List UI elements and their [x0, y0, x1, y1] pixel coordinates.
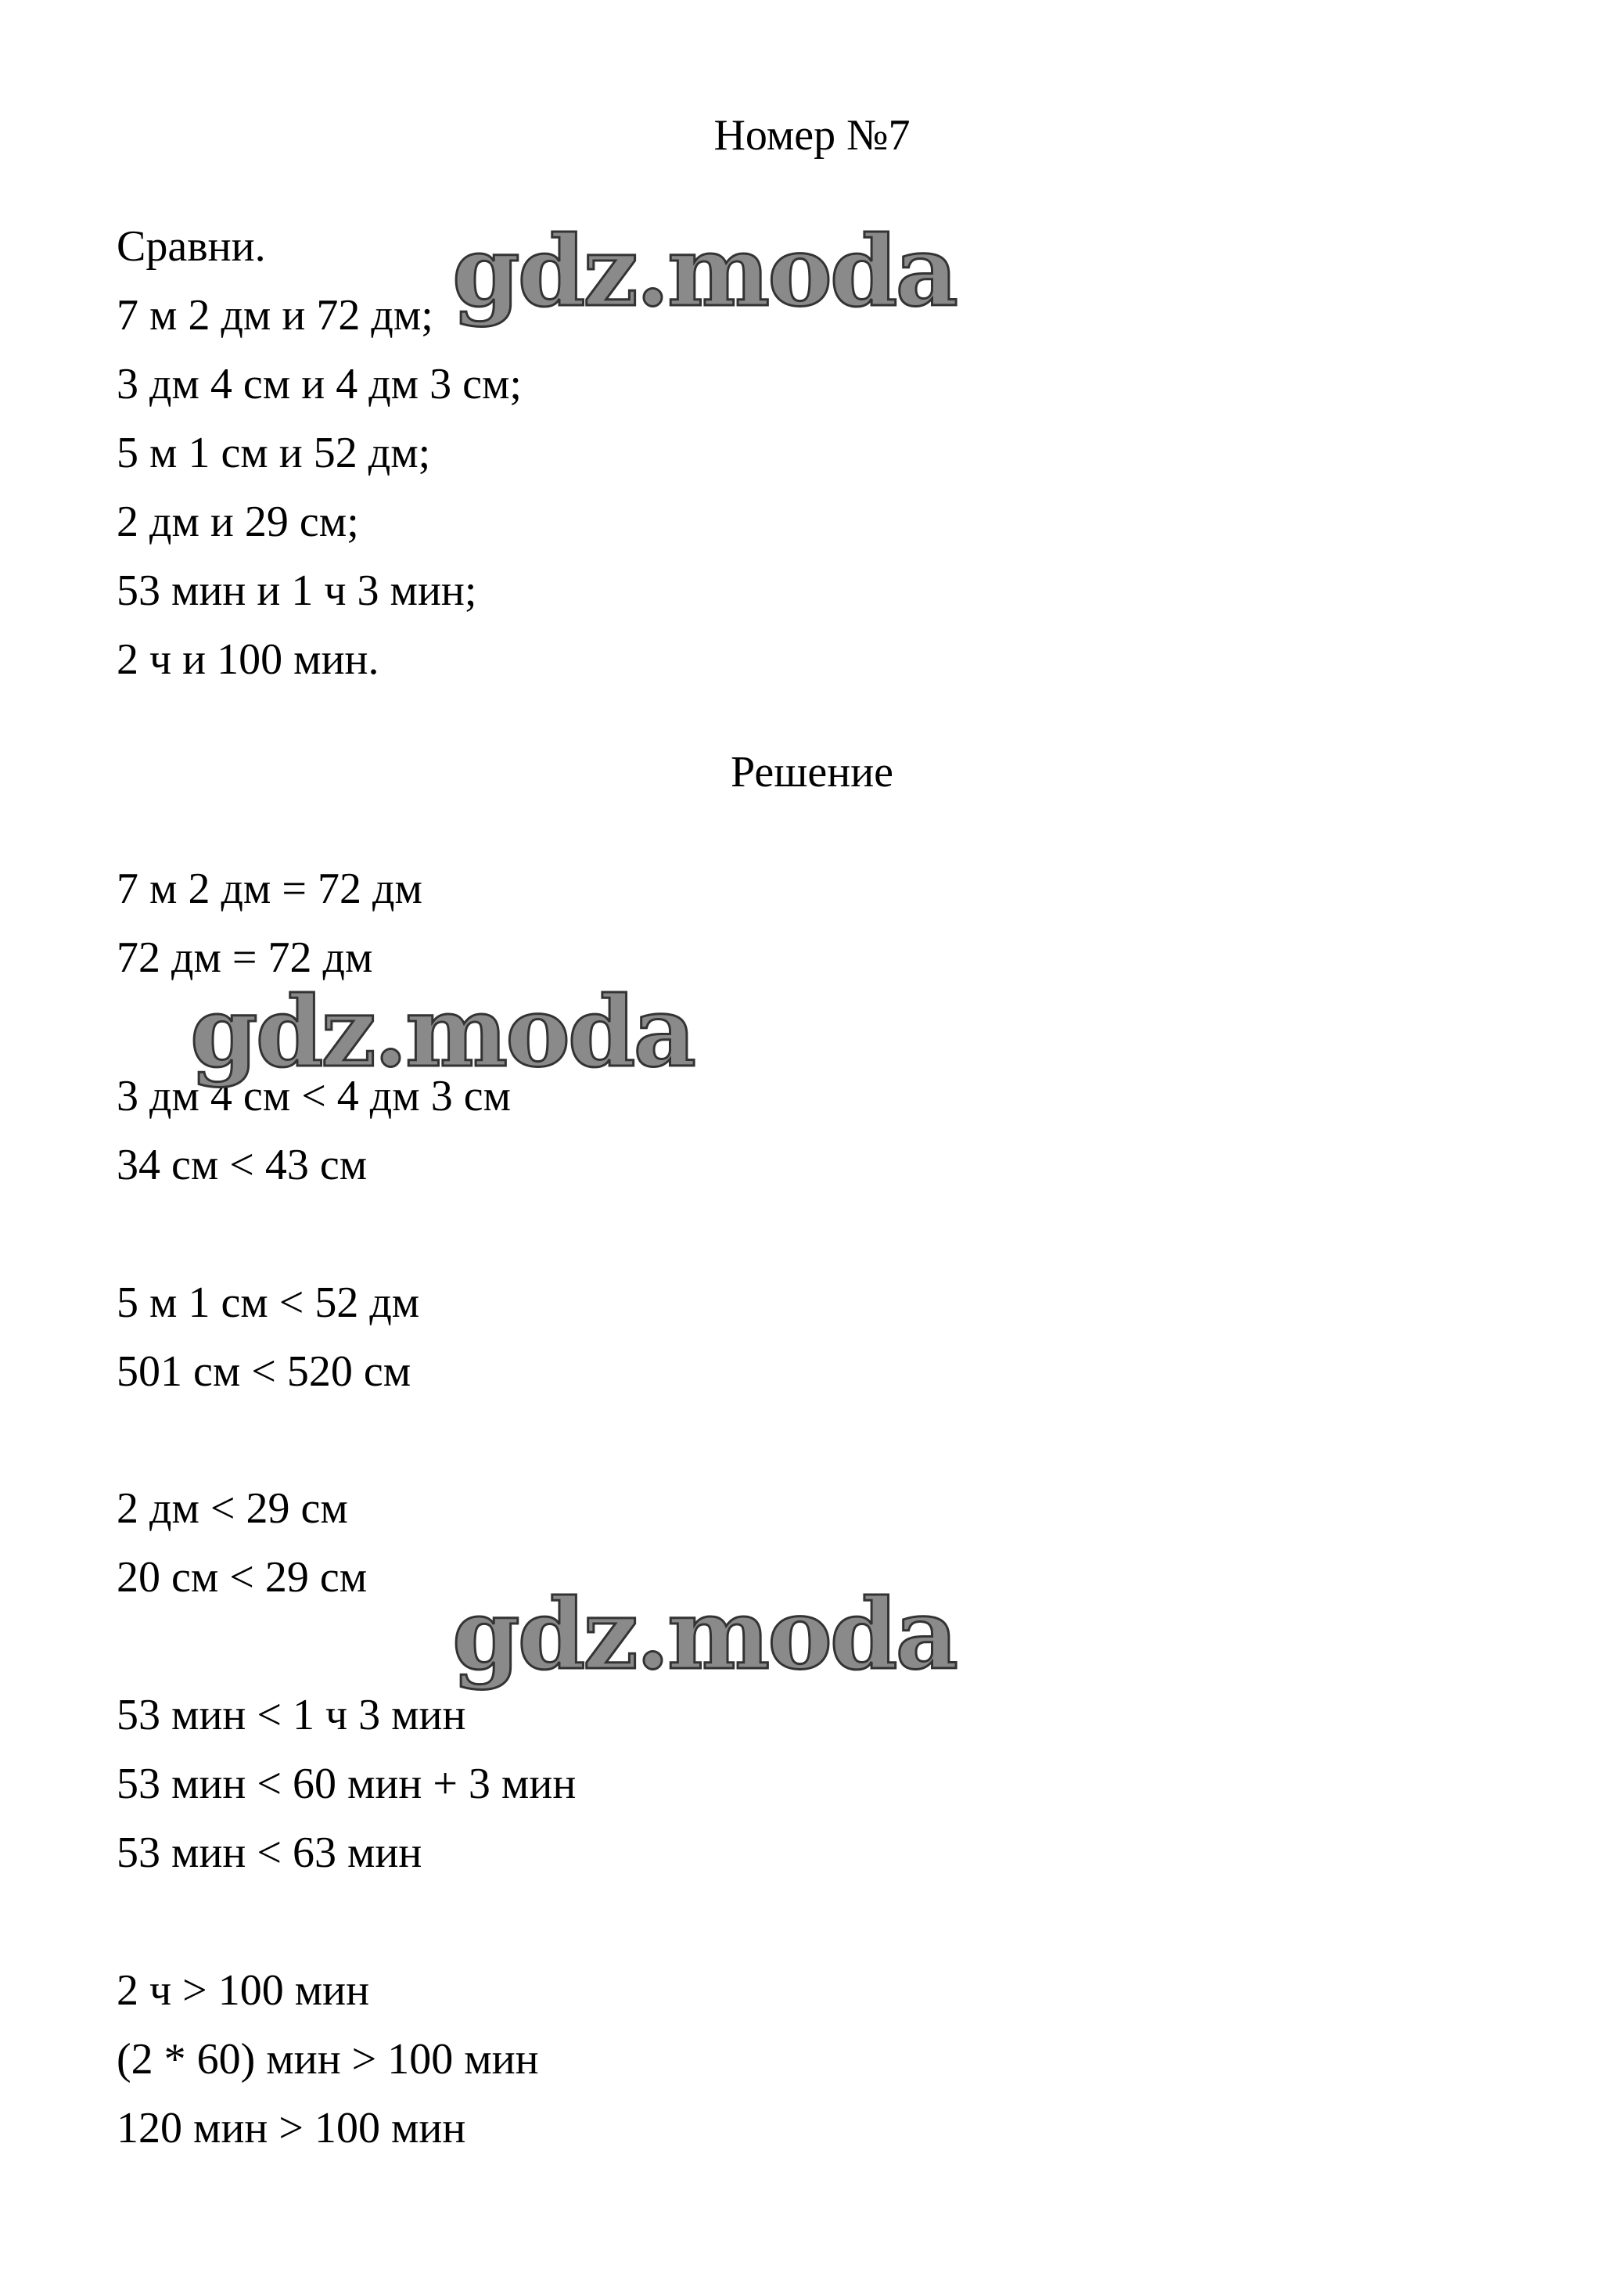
solution-line: 2 ч > 100 мин — [117, 1966, 370, 2015]
task-item: 3 дм 4 см и 4 дм 3 см; — [117, 360, 522, 408]
solution-line: 501 см < 520 см — [117, 1347, 411, 1396]
solution-heading: Решение — [730, 748, 894, 796]
solution-line: 7 м 2 дм = 72 дм — [117, 865, 422, 913]
task-intro: Сравни. — [117, 222, 266, 271]
task-item: 5 м 1 см и 52 дм; — [117, 429, 431, 477]
solution-line: 3 дм 4 см < 4 дм 3 см — [117, 1072, 512, 1120]
task-item: 2 дм и 29 см; — [117, 498, 359, 546]
solution-line: 5 м 1 см < 52 дм — [117, 1278, 420, 1327]
watermark-logo: gdz.moda — [190, 976, 694, 1089]
task-item: 53 мин и 1 ч 3 мин; — [117, 566, 477, 615]
watermark-logo: gdz.moda — [452, 1578, 956, 1692]
solution-line: 53 мин < 60 мин + 3 мин — [117, 1760, 577, 1808]
task-item: 7 м 2 дм и 72 дм; — [117, 291, 433, 340]
task-item: 2 ч и 100 мин. — [117, 635, 379, 684]
solution-line: (2 * 60) мин > 100 мин — [117, 2035, 539, 2084]
solution-line: 53 мин < 63 мин — [117, 1829, 422, 1877]
solution-line: 72 дм = 72 дм — [117, 933, 373, 982]
solution-line: 120 мин > 100 мин — [117, 2104, 466, 2152]
solution-line: 53 мин < 1 ч 3 мин — [117, 1691, 466, 1739]
solution-line: 20 см < 29 см — [117, 1553, 368, 1602]
solution-line: 2 дм < 29 см — [117, 1484, 348, 1533]
page-title: Номер №7 — [713, 111, 911, 160]
solution-line: 34 см < 43 см — [117, 1141, 368, 1189]
watermark-logo: gdz.moda — [452, 215, 956, 329]
